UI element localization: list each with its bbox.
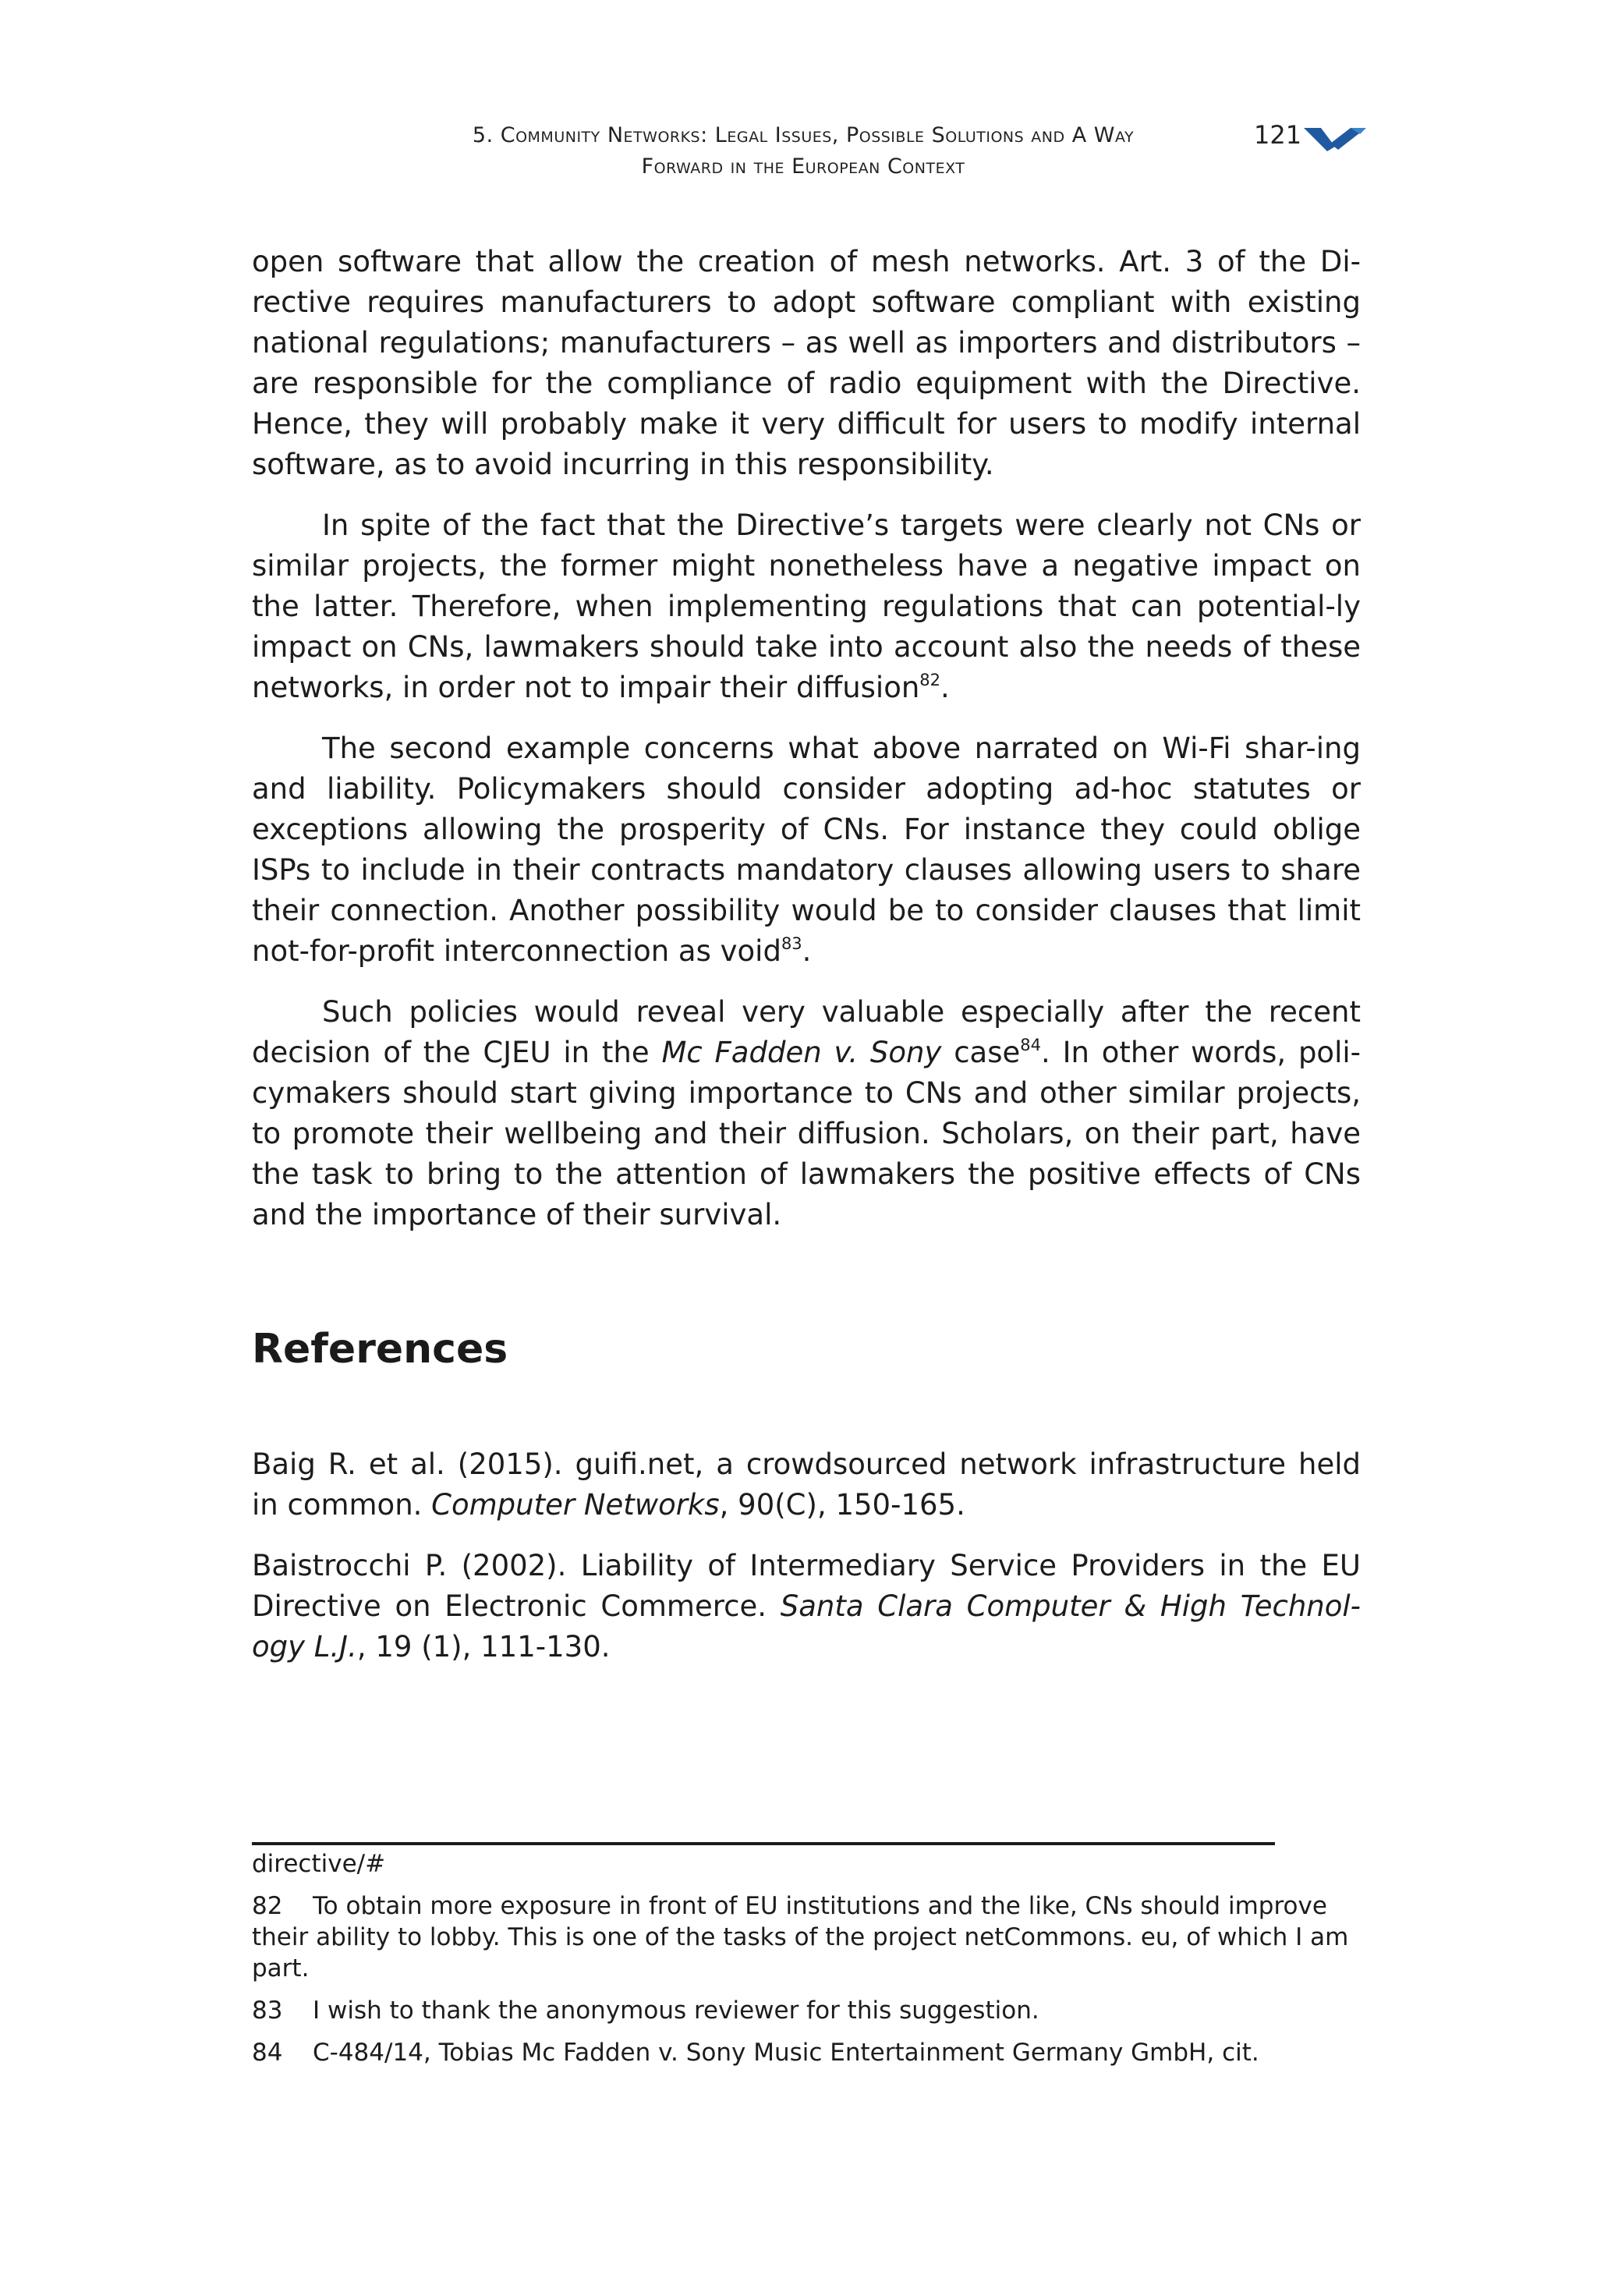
footnote-divider [252,1842,1275,1845]
paragraph-3-end: . [802,934,812,968]
paragraph-2-text: In spite of the fact that the Directive’s targets were clearly not CNs or similar projects, the former might nonetheless have a negative impact on the latter. Therefore, when implementing regulations that can potential-ly impact on CNs, lawmakers should take into account also the needs of these networks, in order not to impair their diffusion [252,508,1361,704]
paragraph-4 [252,992,1361,1235]
paragraph-3 [252,728,1361,972]
footnote-83 [252,1995,1361,2026]
case-name: Mc Fadden v. Sony [661,1036,942,1069]
footnote-ref-84[interactable]: 84 [1020,1036,1042,1054]
paragraph-2 [252,505,1361,708]
reference-details: , 90(C), 150-165. [719,1488,965,1522]
footnote-number: 83 [252,1997,283,2025]
reference-item [252,1444,1361,1525]
reference-journal: Santa Clara Computer & High Technol-ogy L.J. [252,1589,1362,1664]
paragraph-4-text-c: . In other words, poli-cymakers should start giving importance to CNs and other similar projects, to promote their wellbeing and their diffusion. Scholars, on their part, have the task to bring to the attention of lawmakers the positive effects of CNs and the importance of their survival. [252,1036,1361,1231]
footnote-number: 82 [252,1892,283,1920]
reference-text: Baistrocchi P. (2002). Liability of Intermediary Service Providers in the EU Directive on Electronic Commerce. [252,1549,1361,1623]
footnote-continuation: directive/# [252,1850,386,1878]
paragraph-4-text-b: case [941,1036,1021,1069]
paragraph-3-text: The second example concerns what above narrated on Wi-Fi shar-ing and liability. Policymakers should consider adopting ad-hoc statutes or exceptions allowing the prosperity of CNs. For instance they could oblige ISPs to include in their contracts mandatory clauses allowing users to share their connection. Another possibility would be to consider clauses that limit not-for-profit interconnection as void [252,732,1361,968]
reference-journal: Computer Networks [431,1488,720,1522]
running-head-line2: Forward in the European Context [641,154,965,179]
footnote-text: To obtain more exposure in front of EU institutions and the like, CNs should improve their ability to lobby. This is one of the tasks of the project netCommons. eu, of which I am part. [252,1892,1349,1982]
reference-item [252,1546,1361,1667]
paragraph-4-text-a: Such policies would reveal very valuable especially after the recent decision of the CJEU in the [252,995,1361,1069]
running-head [343,120,1263,182]
logo-left-wing [1304,128,1335,151]
page-number: 121 [1254,120,1302,150]
reference-details: , 19 (1), 111-130. [356,1630,611,1664]
publisher-logo-icon [1304,126,1366,153]
reference-list [252,1444,1361,1688]
footnote-number: 84 [252,2039,283,2067]
running-head-line1: 5. Community Networks: Legal Issues, Possible Solutions and A Way [472,123,1135,147]
body-text [252,242,1361,1256]
footnote-ref-82[interactable]: 82 [919,671,941,689]
paragraph-2-end: . [940,671,950,704]
footnotes [252,1848,1361,2079]
footnote-text: I wish to thank the anonymous reviewer for this suggestion. [313,1997,1039,2025]
paragraph-1: open software that allow the creation of mesh networks. Art. 3 of the Di-rective requires manufacturers to adopt software compliant with existing national regulations; manufacturers – as well as importers and distributors – are responsible for the compliance of radio equipment with the Directive. Hence, they will probably make it very difficult for users to modify internal software, as to avoid incurring in this responsibility. [252,245,1361,481]
reference-text: Baig R. et al. (2015). guifi.net, a crowdsourced network infrastructure held in common. [252,1447,1361,1522]
footnote-82 [252,1890,1361,1984]
references-heading: References [252,1326,508,1373]
footnote-84 [252,2037,1361,2068]
footnote-text: C-484/14, Tobias Mc Fadden v. Sony Music Entertainment Germany GmbH, cit. [313,2039,1259,2067]
footnote-ref-83[interactable]: 83 [781,934,802,953]
